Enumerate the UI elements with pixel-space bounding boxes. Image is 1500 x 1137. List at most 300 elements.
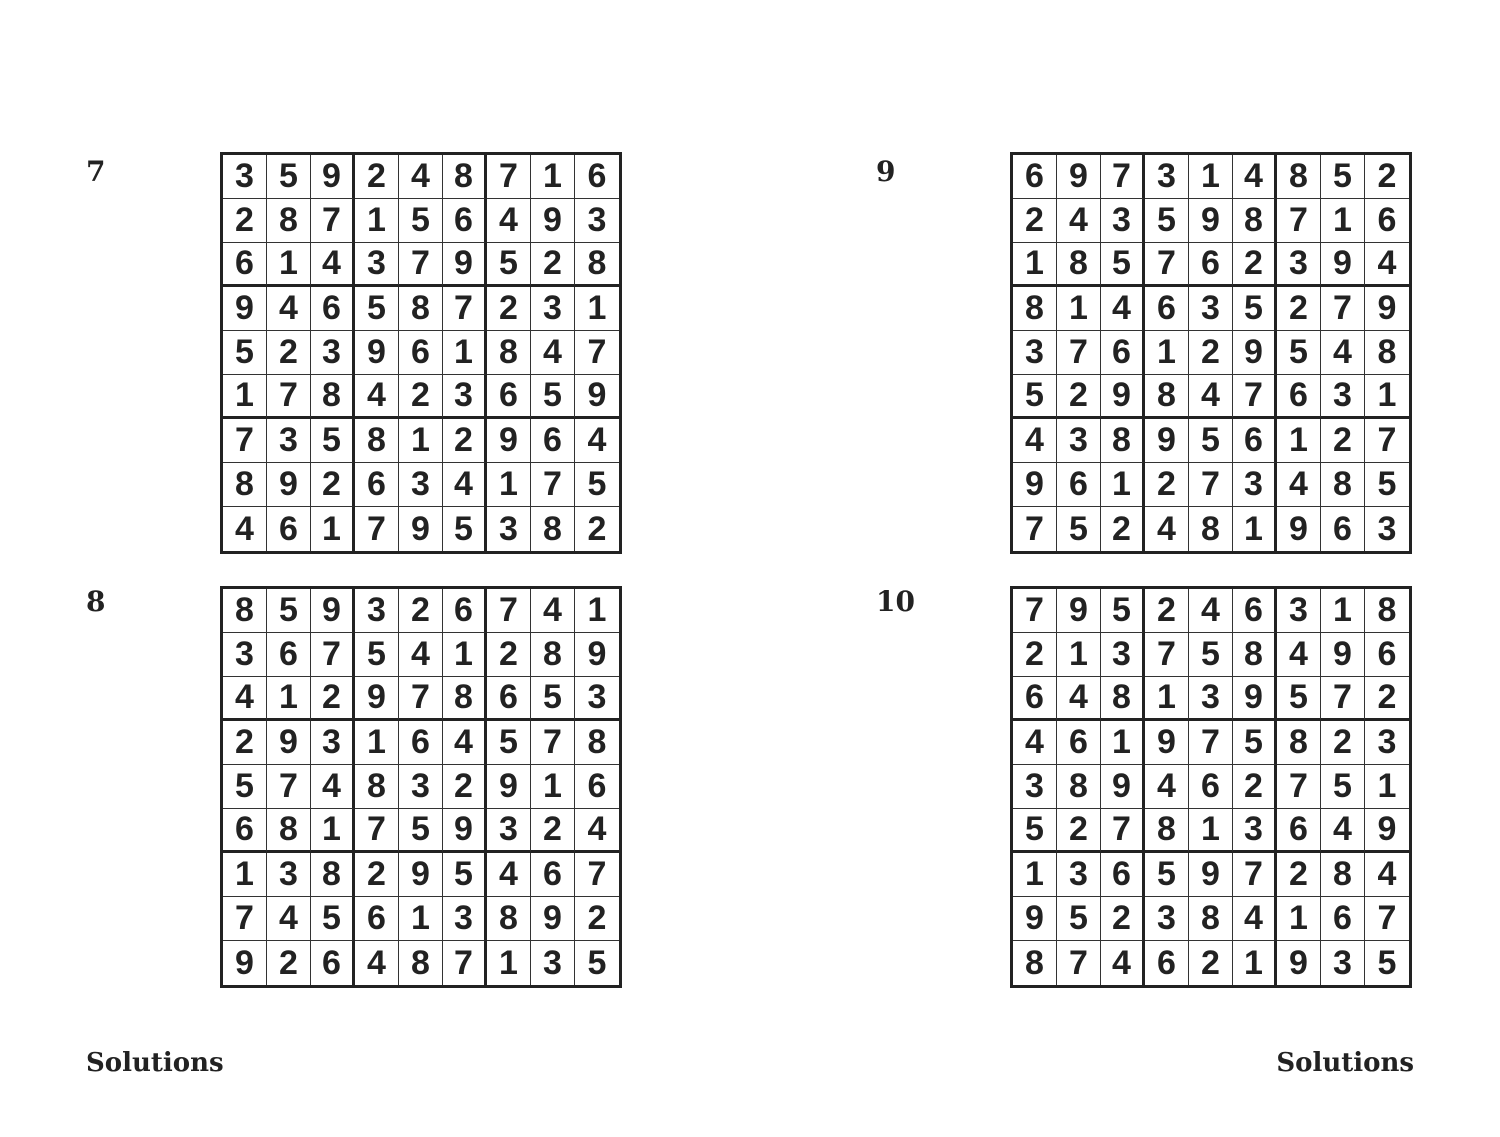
sudoku-cell: 4 bbox=[1321, 331, 1365, 375]
sudoku-cell: 5 bbox=[487, 243, 531, 287]
sudoku-cell: 8 bbox=[1013, 287, 1057, 331]
sudoku-cell: 8 bbox=[1189, 897, 1233, 941]
sudoku-cell: 4 bbox=[1057, 199, 1101, 243]
sudoku-cell: 8 bbox=[575, 721, 619, 765]
sudoku-cell: 5 bbox=[223, 765, 267, 809]
sudoku-cell: 7 bbox=[443, 287, 487, 331]
sudoku-cell: 8 bbox=[267, 199, 311, 243]
sudoku-cell: 8 bbox=[267, 809, 311, 853]
sudoku-cell: 6 bbox=[1101, 853, 1145, 897]
sudoku-cell: 2 bbox=[399, 589, 443, 633]
sudoku-cell: 1 bbox=[1013, 243, 1057, 287]
sudoku-cell: 3 bbox=[1233, 463, 1277, 507]
sudoku-cell: 2 bbox=[1233, 243, 1277, 287]
sudoku-cell: 8 bbox=[1057, 765, 1101, 809]
sudoku-cell: 9 bbox=[1277, 507, 1321, 551]
sudoku-cell: 4 bbox=[1233, 155, 1277, 199]
sudoku-cell: 2 bbox=[1057, 375, 1101, 419]
sudoku-cell: 7 bbox=[1057, 941, 1101, 985]
sudoku-cell: 5 bbox=[399, 199, 443, 243]
sudoku-cell: 6 bbox=[1321, 507, 1365, 551]
sudoku-cell: 4 bbox=[1277, 633, 1321, 677]
sudoku-cell: 2 bbox=[355, 155, 399, 199]
sudoku-cell: 3 bbox=[1189, 677, 1233, 721]
puzzle-number-7: 7 bbox=[86, 155, 106, 188]
sudoku-cell: 9 bbox=[1189, 199, 1233, 243]
sudoku-cell: 5 bbox=[399, 809, 443, 853]
sudoku-cell: 6 bbox=[1277, 809, 1321, 853]
sudoku-cell: 7 bbox=[1013, 589, 1057, 633]
sudoku-cell: 6 bbox=[355, 897, 399, 941]
sudoku-cell: 7 bbox=[1365, 897, 1409, 941]
sudoku-cell: 2 bbox=[1145, 589, 1189, 633]
sudoku-cell: 3 bbox=[1013, 765, 1057, 809]
sudoku-cell: 6 bbox=[443, 199, 487, 243]
sudoku-cell: 6 bbox=[575, 765, 619, 809]
sudoku-cell: 9 bbox=[311, 155, 355, 199]
sudoku-cell: 2 bbox=[1233, 765, 1277, 809]
sudoku-cell: 6 bbox=[1057, 463, 1101, 507]
sudoku-cell: 3 bbox=[531, 287, 575, 331]
sudoku-cell: 1 bbox=[1189, 155, 1233, 199]
sudoku-cell: 3 bbox=[1057, 419, 1101, 463]
sudoku-cell: 6 bbox=[267, 507, 311, 551]
sudoku-cell: 9 bbox=[1233, 331, 1277, 375]
sudoku-cell: 8 bbox=[1101, 677, 1145, 721]
sudoku-cell: 5 bbox=[1365, 463, 1409, 507]
sudoku-cell: 6 bbox=[1189, 765, 1233, 809]
sudoku-cell: 8 bbox=[1013, 941, 1057, 985]
sudoku-cell: 9 bbox=[1013, 463, 1057, 507]
sudoku-cell: 8 bbox=[531, 507, 575, 551]
sudoku-cell: 4 bbox=[355, 941, 399, 985]
sudoku-cell: 2 bbox=[267, 941, 311, 985]
sudoku-cell: 9 bbox=[1101, 765, 1145, 809]
sudoku-cell: 8 bbox=[575, 243, 619, 287]
sudoku-cell: 6 bbox=[1365, 199, 1409, 243]
sudoku-cell: 7 bbox=[487, 155, 531, 199]
sudoku-cell: 1 bbox=[355, 721, 399, 765]
sudoku-cell: 6 bbox=[1013, 155, 1057, 199]
sudoku-cell: 9 bbox=[355, 331, 399, 375]
sudoku-cell: 1 bbox=[1013, 853, 1057, 897]
sudoku-cell: 6 bbox=[487, 375, 531, 419]
sudoku-cell: 6 bbox=[531, 419, 575, 463]
sudoku-cell: 7 bbox=[355, 809, 399, 853]
sudoku-cell: 5 bbox=[223, 331, 267, 375]
sudoku-cell: 1 bbox=[1101, 463, 1145, 507]
sudoku-cell: 9 bbox=[1013, 897, 1057, 941]
sudoku-cell: 1 bbox=[399, 897, 443, 941]
sudoku-cell: 3 bbox=[443, 375, 487, 419]
sudoku-cell: 4 bbox=[1189, 375, 1233, 419]
sudoku-cell: 5 bbox=[1145, 853, 1189, 897]
sudoku-cell: 8 bbox=[1321, 463, 1365, 507]
sudoku-cell: 5 bbox=[355, 287, 399, 331]
sudoku-cell: 5 bbox=[1101, 589, 1145, 633]
sudoku-cell: 5 bbox=[1189, 419, 1233, 463]
sudoku-cell: 9 bbox=[575, 633, 619, 677]
sudoku-cell: 3 bbox=[311, 721, 355, 765]
sudoku-cell: 3 bbox=[1145, 897, 1189, 941]
sudoku-cell: 2 bbox=[1189, 941, 1233, 985]
sudoku-cell: 4 bbox=[1145, 765, 1189, 809]
sudoku-cell: 1 bbox=[1057, 633, 1101, 677]
sudoku-cell: 2 bbox=[575, 897, 619, 941]
sudoku-cell: 5 bbox=[311, 897, 355, 941]
sudoku-cell: 4 bbox=[531, 589, 575, 633]
sudoku-cell: 3 bbox=[399, 463, 443, 507]
sudoku-cell: 2 bbox=[1277, 287, 1321, 331]
sudoku-cell: 5 bbox=[1101, 243, 1145, 287]
sudoku-cell: 5 bbox=[587, 943, 607, 982]
sudoku-cell: 3 bbox=[1321, 375, 1365, 419]
sudoku-cell: 7 bbox=[399, 677, 443, 721]
sudoku-cell: 4 bbox=[443, 721, 487, 765]
sudoku-cell: 2 bbox=[1365, 677, 1409, 721]
sudoku-cell: 8 bbox=[355, 419, 399, 463]
sudoku-cell: 3 bbox=[1057, 853, 1101, 897]
sudoku-cell: 4 bbox=[355, 375, 399, 419]
sudoku-cell: 7 bbox=[1013, 507, 1057, 551]
sudoku-cell: 4 bbox=[1189, 589, 1233, 633]
sudoku-cell: 7 bbox=[1321, 677, 1365, 721]
sudoku-cell: 5 bbox=[355, 633, 399, 677]
sudoku-cell: 1 bbox=[311, 507, 355, 551]
sudoku-cell: 1 bbox=[531, 765, 575, 809]
sudoku-cell: 5 bbox=[575, 463, 619, 507]
sudoku-cell: 6 bbox=[355, 463, 399, 507]
sudoku-cell: 1 bbox=[575, 589, 619, 633]
sudoku-cell: 7 bbox=[531, 721, 575, 765]
sudoku-cell: 9 bbox=[1057, 589, 1101, 633]
sudoku-cell: 8 bbox=[443, 155, 487, 199]
sudoku-cell: 9 bbox=[1321, 243, 1365, 287]
sudoku-cell: 7 bbox=[223, 897, 267, 941]
sudoku-cell: 8 bbox=[399, 287, 443, 331]
sudoku-cell: 1 bbox=[1145, 677, 1189, 721]
sudoku-cell: 4 bbox=[399, 155, 443, 199]
sudoku-cell: 7 bbox=[1321, 287, 1365, 331]
sudoku-cell: 6 bbox=[575, 155, 619, 199]
sudoku-cell: 6 bbox=[1145, 941, 1189, 985]
sudoku-cell: 4 bbox=[1277, 463, 1321, 507]
sudoku-cell: 7 bbox=[487, 589, 531, 633]
sudoku-cell: 1 bbox=[1233, 507, 1277, 551]
sudoku-cell: 2 bbox=[1277, 853, 1321, 897]
sudoku-cell: 8 bbox=[311, 853, 355, 897]
sudoku-cell: 9 bbox=[487, 419, 531, 463]
sudoku-cell: 5 bbox=[311, 419, 355, 463]
sudoku-cell: 3 bbox=[1321, 941, 1365, 985]
sudoku-cell: 9 bbox=[1101, 375, 1145, 419]
sudoku-cell: 8 bbox=[1277, 721, 1321, 765]
sudoku-cell: 1 bbox=[487, 941, 531, 985]
sudoku-cell: 5 bbox=[531, 677, 575, 721]
sudoku-cell: 3 bbox=[1013, 331, 1057, 375]
sudoku-cell: 5 bbox=[1145, 199, 1189, 243]
sudoku-cell: 7 bbox=[1101, 809, 1145, 853]
sudoku-cell: 4 bbox=[1101, 287, 1145, 331]
sudoku-cell: 2 bbox=[1321, 419, 1365, 463]
sudoku-cell: 2 bbox=[1101, 507, 1145, 551]
sudoku-cell: 6 bbox=[1365, 633, 1409, 677]
sudoku-cell: 1 bbox=[399, 419, 443, 463]
sudoku-cell: 2 bbox=[531, 809, 575, 853]
sudoku-cell: 8 bbox=[355, 765, 399, 809]
sudoku-cell: 5 bbox=[443, 507, 487, 551]
sudoku-cell: 3 bbox=[1277, 589, 1321, 633]
sudoku-cell: 6 bbox=[443, 589, 487, 633]
sudoku-cell: 7 bbox=[1233, 375, 1277, 419]
sudoku-cell: 2 bbox=[311, 463, 355, 507]
sudoku-cell: 2 bbox=[223, 199, 267, 243]
sudoku-cell: 5 bbox=[1233, 287, 1277, 331]
sudoku-grid-9 bbox=[1010, 152, 1412, 554]
sudoku-cell: 2 bbox=[443, 419, 487, 463]
sudoku-cell: 9 bbox=[399, 507, 443, 551]
sudoku-cell: 2 bbox=[531, 243, 575, 287]
sudoku-cell: 9 bbox=[223, 287, 267, 331]
sudoku-cell: 4 bbox=[531, 331, 575, 375]
sudoku-cell: 9 bbox=[531, 199, 575, 243]
sudoku-cell: 1 bbox=[1277, 419, 1321, 463]
sudoku-cell: 9 bbox=[531, 897, 575, 941]
sudoku-cell: 9 bbox=[355, 677, 399, 721]
sudoku-cell: 1 bbox=[1277, 897, 1321, 941]
sudoku-cell: 3 bbox=[1145, 155, 1189, 199]
sudoku-cell: 7 bbox=[311, 633, 355, 677]
sudoku-cell: 4 bbox=[267, 287, 311, 331]
sudoku-cell: 1 bbox=[1321, 589, 1365, 633]
sudoku-cell: 5 bbox=[267, 155, 311, 199]
sudoku-cell: 1 bbox=[487, 463, 531, 507]
sudoku-grid-7 bbox=[220, 152, 622, 554]
sudoku-cell: 1 bbox=[531, 155, 575, 199]
sudoku-cell: 7 bbox=[1145, 243, 1189, 287]
sudoku-cell: 1 bbox=[1321, 199, 1365, 243]
sudoku-cell: 6 bbox=[1013, 677, 1057, 721]
sudoku-cell: 3 bbox=[355, 589, 399, 633]
sudoku-cell: 5 bbox=[1321, 155, 1365, 199]
sudoku-cell: 5 bbox=[1057, 507, 1101, 551]
sudoku-cell: 5 bbox=[1013, 809, 1057, 853]
sudoku-cell: 8 bbox=[1277, 155, 1321, 199]
sudoku-cell: 2 bbox=[311, 677, 355, 721]
sudoku-cell: 7 bbox=[1101, 155, 1145, 199]
sudoku-cell: 9 bbox=[575, 375, 619, 419]
sudoku-cell: 4 bbox=[1101, 941, 1145, 985]
sudoku-cell: 7 bbox=[1145, 633, 1189, 677]
sudoku-cell: 9 bbox=[1321, 633, 1365, 677]
sudoku-cell: 4 bbox=[575, 809, 619, 853]
sudoku-cell: 1 bbox=[1233, 941, 1277, 985]
sudoku-cell: 2 bbox=[1013, 633, 1057, 677]
sudoku-cell: 1 bbox=[267, 243, 311, 287]
sudoku-cell: 7 bbox=[575, 331, 619, 375]
sudoku-cell: 1 bbox=[1365, 765, 1409, 809]
sudoku-cell: 6 bbox=[487, 677, 531, 721]
sudoku-cell: 5 bbox=[1377, 943, 1397, 982]
sudoku-cell: 9 bbox=[1145, 721, 1189, 765]
sudoku-cell: 8 bbox=[1365, 589, 1409, 633]
sudoku-cell: 5 bbox=[1277, 677, 1321, 721]
sudoku-cell: 1 bbox=[223, 853, 267, 897]
sudoku-cell: 8 bbox=[223, 463, 267, 507]
sudoku-cell: 8 bbox=[223, 589, 267, 633]
sudoku-cell: 4 bbox=[575, 419, 619, 463]
sudoku-cell: 8 bbox=[1321, 853, 1365, 897]
sudoku-cell: 8 bbox=[311, 375, 355, 419]
sudoku-cell: 4 bbox=[1321, 809, 1365, 853]
sudoku-cell: 2 bbox=[487, 633, 531, 677]
sudoku-cell: 3 bbox=[311, 331, 355, 375]
sudoku-cell: 6 bbox=[1233, 589, 1277, 633]
sudoku-cell: 8 bbox=[1189, 507, 1233, 551]
sudoku-cell: 3 bbox=[399, 765, 443, 809]
sudoku-cell: 3 bbox=[575, 677, 619, 721]
sudoku-cell: 1 bbox=[355, 199, 399, 243]
sudoku-cell: 5 bbox=[1277, 331, 1321, 375]
sudoku-cell: 4 bbox=[1013, 419, 1057, 463]
sudoku-cell: 4 bbox=[1057, 677, 1101, 721]
sudoku-cell: 2 bbox=[587, 509, 607, 548]
sudoku-cell: 7 bbox=[267, 765, 311, 809]
sudoku-cell: 1 bbox=[223, 375, 267, 419]
sudoku-cell: 1 bbox=[1145, 331, 1189, 375]
sudoku-cell: 3 bbox=[487, 809, 531, 853]
sudoku-cell: 2 bbox=[1189, 331, 1233, 375]
sudoku-cell: 9 bbox=[267, 721, 311, 765]
sudoku-cell: 7 bbox=[1277, 199, 1321, 243]
sudoku-cell: 6 bbox=[1189, 243, 1233, 287]
sudoku-cell: 5 bbox=[1321, 765, 1365, 809]
sudoku-cell: 7 bbox=[311, 199, 355, 243]
sudoku-cell: 6 bbox=[1057, 721, 1101, 765]
sudoku-cell: 2 bbox=[1145, 463, 1189, 507]
sudoku-cell: 6 bbox=[223, 243, 267, 287]
puzzle-number-9: 9 bbox=[876, 155, 896, 188]
sudoku-cell: 8 bbox=[1365, 331, 1409, 375]
footer-label-right: Solutions bbox=[1276, 1048, 1414, 1078]
sudoku-cell: 5 bbox=[1013, 375, 1057, 419]
sudoku-cell: 9 bbox=[487, 765, 531, 809]
sudoku-cell: 3 bbox=[575, 199, 619, 243]
sudoku-cell: 2 bbox=[1101, 897, 1145, 941]
sudoku-cell: 6 bbox=[531, 853, 575, 897]
sudoku-cell: 9 bbox=[1189, 853, 1233, 897]
sudoku-cell: 6 bbox=[311, 287, 355, 331]
sudoku-cell: 1 bbox=[1101, 721, 1145, 765]
sudoku-cell: 3 bbox=[267, 419, 311, 463]
sudoku-cell: 8 bbox=[399, 941, 443, 985]
sudoku-cell: 9 bbox=[1365, 809, 1409, 853]
sudoku-cell: 4 bbox=[1365, 243, 1409, 287]
sudoku-cell: 7 bbox=[223, 419, 267, 463]
sudoku-cell: 7 bbox=[267, 375, 311, 419]
sudoku-cell: 5 bbox=[443, 853, 487, 897]
sudoku-cell: 1 bbox=[575, 287, 619, 331]
sudoku-cell: 5 bbox=[1233, 721, 1277, 765]
sudoku-cell: 8 bbox=[487, 897, 531, 941]
sudoku-cell: 1 bbox=[1365, 375, 1409, 419]
sudoku-cell: 9 bbox=[223, 941, 267, 985]
sudoku-cell: 9 bbox=[1145, 419, 1189, 463]
sudoku-cell: 6 bbox=[223, 809, 267, 853]
sudoku-cell: 7 bbox=[355, 507, 399, 551]
sudoku-cell: 9 bbox=[443, 243, 487, 287]
sudoku-cell: 7 bbox=[1057, 331, 1101, 375]
sudoku-cell: 3 bbox=[1101, 633, 1145, 677]
sudoku-cell: 6 bbox=[1101, 331, 1145, 375]
sudoku-cell: 6 bbox=[1233, 419, 1277, 463]
sudoku-cell: 2 bbox=[355, 853, 399, 897]
sudoku-grid-10 bbox=[1010, 586, 1412, 988]
sudoku-cell: 3 bbox=[487, 507, 531, 551]
sudoku-cell: 3 bbox=[1101, 199, 1145, 243]
sudoku-cell: 7 bbox=[575, 853, 619, 897]
footer-label-left: Solutions bbox=[86, 1048, 224, 1078]
sudoku-cell: 5 bbox=[487, 721, 531, 765]
sudoku-cell: 2 bbox=[1013, 199, 1057, 243]
sudoku-cell: 7 bbox=[1365, 419, 1409, 463]
sudoku-cell: 8 bbox=[1101, 419, 1145, 463]
sudoku-cell: 3 bbox=[1189, 287, 1233, 331]
sudoku-cell: 3 bbox=[267, 853, 311, 897]
sudoku-cell: 6 bbox=[1321, 897, 1365, 941]
sudoku-cell: 1 bbox=[1057, 287, 1101, 331]
sudoku-cell: 6 bbox=[1145, 287, 1189, 331]
sudoku-cell: 4 bbox=[443, 463, 487, 507]
sudoku-cell: 2 bbox=[1321, 721, 1365, 765]
sudoku-cell: 4 bbox=[487, 199, 531, 243]
sudoku-cell: 8 bbox=[1233, 199, 1277, 243]
sudoku-cell: 5 bbox=[267, 589, 311, 633]
sudoku-cell: 4 bbox=[1013, 721, 1057, 765]
sudoku-cell: 1 bbox=[267, 677, 311, 721]
sudoku-cell: 4 bbox=[311, 765, 355, 809]
sudoku-cell: 9 bbox=[1057, 155, 1101, 199]
sudoku-cell: 3 bbox=[443, 897, 487, 941]
sudoku-cell: 3 bbox=[1365, 721, 1409, 765]
sudoku-cell: 6 bbox=[399, 721, 443, 765]
sudoku-cell: 5 bbox=[1189, 633, 1233, 677]
sudoku-cell: 3 bbox=[1277, 243, 1321, 287]
sudoku-cell: 2 bbox=[443, 765, 487, 809]
sudoku-cell: 3 bbox=[223, 633, 267, 677]
sudoku-cell: 1 bbox=[1189, 809, 1233, 853]
sudoku-cell: 8 bbox=[531, 633, 575, 677]
sudoku-cell: 2 bbox=[267, 331, 311, 375]
sudoku-cell: 2 bbox=[487, 287, 531, 331]
sudoku-cell: 3 bbox=[223, 155, 267, 199]
sudoku-cell: 9 bbox=[311, 589, 355, 633]
puzzle-number-8: 8 bbox=[86, 585, 106, 618]
sudoku-cell: 8 bbox=[1057, 243, 1101, 287]
sudoku-cell: 6 bbox=[311, 941, 355, 985]
sudoku-cell: 4 bbox=[1365, 853, 1409, 897]
sudoku-cell: 2 bbox=[1365, 155, 1409, 199]
sudoku-cell: 6 bbox=[1277, 375, 1321, 419]
sudoku-cell: 3 bbox=[355, 243, 399, 287]
sudoku-cell: 2 bbox=[1057, 809, 1101, 853]
sudoku-cell: 7 bbox=[531, 463, 575, 507]
sudoku-cell: 4 bbox=[399, 633, 443, 677]
puzzle-number-10: 10 bbox=[876, 585, 915, 618]
sudoku-cell: 7 bbox=[1277, 765, 1321, 809]
sudoku-cell: 4 bbox=[223, 677, 267, 721]
sudoku-cell: 7 bbox=[1233, 853, 1277, 897]
